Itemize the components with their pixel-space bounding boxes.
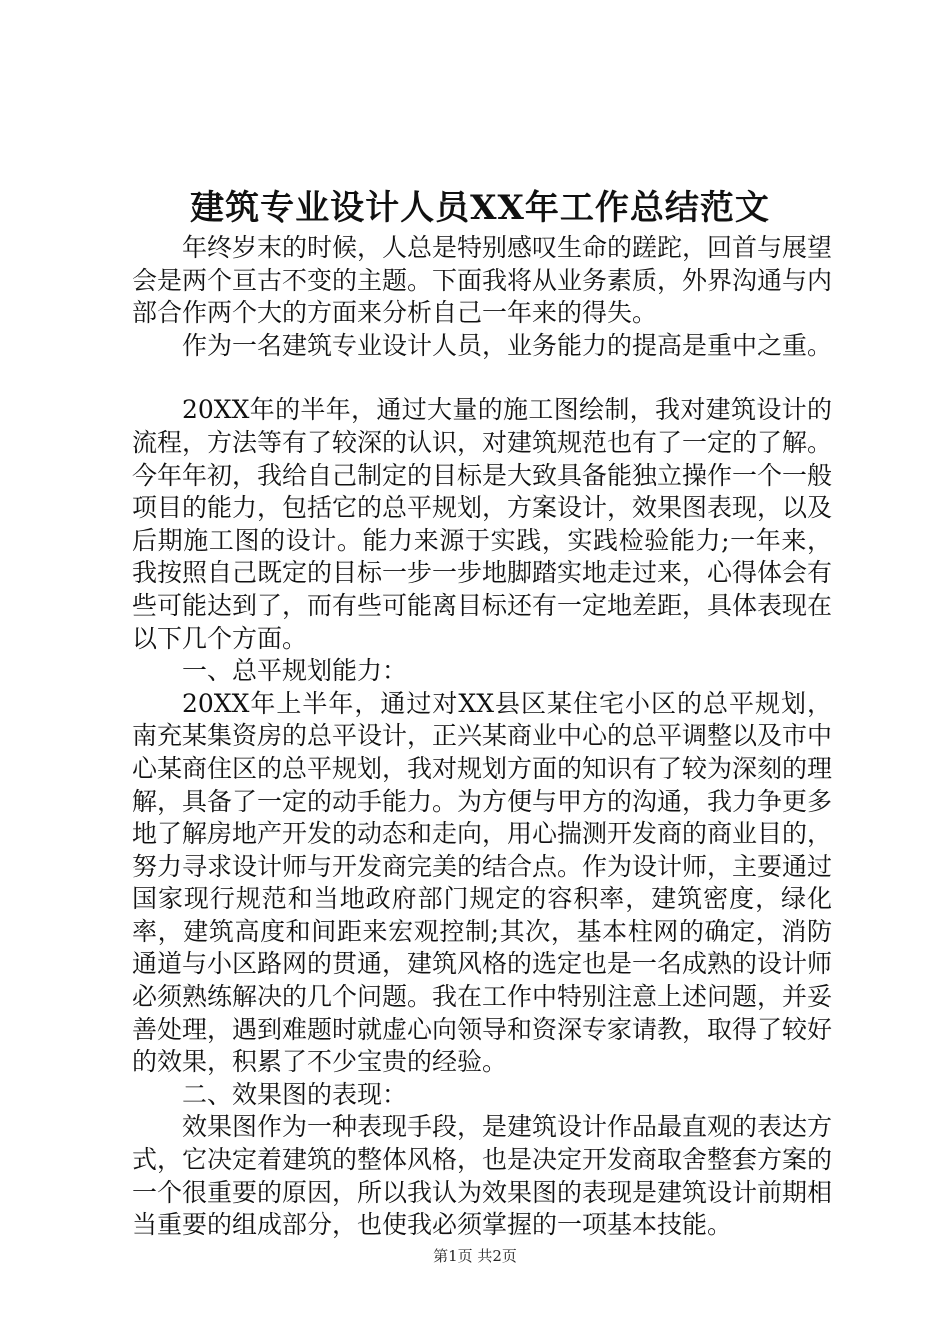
document-title: 建筑专业设计人员XX年工作总结范文 [190,188,770,228]
section-heading-planning: 一、总平规划能力： [182,656,408,686]
paragraph-intro: 年终岁末的时候，人总是特别感叹生命的蹉跎，回首与展望会是两个亘古不变的主题。下面我将从业务素质，外界沟通与内部合作两个大的方面来分析自己一年来的得失。 [132,233,833,328]
paragraph-planning: 20XX年上半年，通过对XX县区某住宅小区的总平规划，南充某集资房的总平设计，正兴某商业中心的总平调整以及市中心某商住区的总平规划，我对规划方面的知识有了较为深刻的理解，具备了一定的动手能力。为方便与甲方的沟通，我力争更多地了解房地产开发的动态和走向，用心揣测开发商的商业目的，努力寻求设计师与开发商完美的结合点。作为设计师，主要通过国家现行规范和当地政府部门规定的容积率，建筑密度，绿化率，建筑高度和间距来宏观控制;其次，基本柱网的确定，消防通道与小区路网的贯通，建筑风格的选定也是一名成熟的设计师必须熟练解决的几个问题。我在工作中特别注意上述问题，并妥善处理，遇到难题时就虚心向领导和资深专家请教，取得了较好的效果，积累了不少宝贵的经验。 [132,688,833,1077]
page-footer: 第1页 共2页 [433,1247,517,1265]
document-body [132,232,832,1242]
paragraph-priority: 作为一名建筑专业设计人员，业务能力的提高是重中之重。 [182,330,833,360]
paragraph-half-year: 20XX年的半年，通过大量的施工图绘制，我对建筑设计的流程，方法等有了较深的认识，对建筑规范也有了一定的了解。今年年初，我给自己制定的目标是大致具备能独立操作一个一般项目的能力，包括它的总平规划，方案设计，效果图表现，以及后期施工图的设计。能力来源于实践，实践检验能力;一年来，我按照自己既定的目标一步一步地脚踏实地走过来，心得体会有些可能达到了，而有些可能离目标还有一定地差距，具体表现在以下几个方面。 [132,395,833,653]
section-heading-rendering: 二、效果图的表现： [182,1079,408,1109]
paragraph-rendering: 效果图作为一种表现手段，是建筑设计作品最直观的表达方式，它决定着建筑的整体风格，也是决定开发商取舍整套方案的一个很重要的原因，所以我认为效果图的表现是建筑设计前期相当重要的组成部分，也使我必须掌握的一项基本技能。 [132,1112,833,1240]
